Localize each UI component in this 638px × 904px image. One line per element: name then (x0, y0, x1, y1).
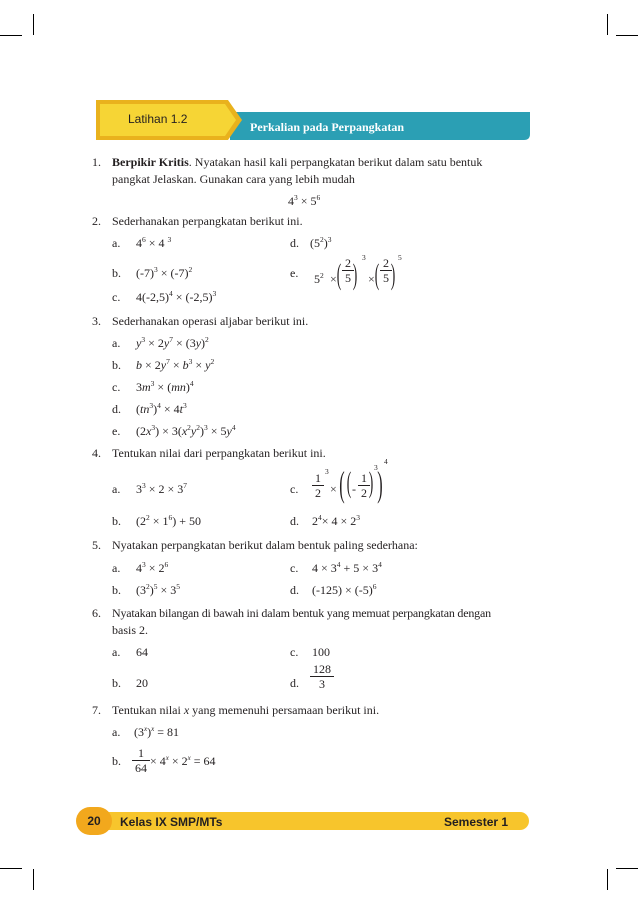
q7a-expression: $(3^x)^x = 81$ (134, 725, 179, 739)
q3e-label: e. (112, 424, 121, 438)
crop-mark (616, 868, 638, 869)
q5-text: Nyatakan perpangkatan berikut dalam bentuk paling sederhana: (112, 538, 418, 552)
exercise-tag: Latihan 1.2 (128, 112, 188, 126)
q2d-expression: $(5^2)^3$ (310, 235, 332, 250)
q3b-label: b. (112, 358, 121, 372)
q6d-label: d. (290, 676, 299, 690)
crop-mark (33, 869, 34, 890)
q7b-expression: × $4^x \times 2^x = 64$ (150, 754, 216, 768)
q4b-label: b. (112, 514, 121, 528)
q3-number: 3. (92, 314, 101, 328)
q1-line1 (112, 155, 528, 170)
q5c-expression: $4 \times 3^4 + 5 \times 3^4$ (312, 560, 382, 575)
q2e-paren-close-2: ) (390, 258, 396, 291)
q4c-outer-paren-open: ( (339, 464, 345, 504)
q3c-expression: $3m^3 \times (mn)^4$ (136, 379, 194, 394)
q2-text: Sederhanakan perpangkatan berikut ini. (112, 214, 303, 228)
q2e-times1: × (330, 272, 337, 286)
q7b-fraction: 1 64 (132, 746, 150, 775)
q6c-value: 100 (312, 645, 330, 659)
q4c-label: c. (290, 482, 299, 496)
q4-text: Tentukan nilai dari perpangkatan berikut ini. (112, 446, 326, 460)
q1-line2: pangkat Jelaskan. Gunakan cara yang lebih mudah (112, 172, 355, 186)
q6b-label: b. (112, 676, 121, 690)
page-number: 20 (87, 814, 101, 828)
q3d-label: d. (112, 402, 121, 416)
q7a-label: a. (112, 725, 121, 739)
crop-mark (0, 868, 22, 869)
q6b-value: 20 (136, 676, 148, 690)
q4c-exp3: 4 (384, 457, 388, 466)
q6a-label: a. (112, 645, 121, 659)
q4c-inner-paren-open: ( (346, 466, 352, 499)
q2b-expression: $(-7)^3 \times (-7)^2$ (136, 265, 193, 280)
q4c-outer-paren-close: ) (377, 464, 383, 504)
q1-number: 1. (92, 155, 101, 169)
q6-line1: Nyatakan bilangan di bawah ini dalam bentuk yang memuat perpangkatan dengan (112, 606, 491, 620)
q4c-inner-paren-close: ) (368, 466, 374, 499)
q3c-label: c. (112, 380, 121, 394)
q3-text: Sederhanakan operasi aljabar berikut ini. (112, 314, 309, 328)
q2a-label: a. (112, 236, 121, 250)
crop-mark (616, 35, 638, 36)
crop-mark (0, 35, 22, 36)
q4c-fraction-1: 1 2 (312, 471, 324, 500)
q5a-expression: $4^3 \times 2^6$ (136, 560, 169, 575)
q2d-label: d. (290, 236, 299, 250)
footer-book-title: Kelas IX SMP/MTs (120, 815, 223, 829)
q3b-expression: $b \times 2y^7 \times b^3 \times y^2$ (136, 357, 215, 372)
section-title: Perkalian pada Perpangkatan (250, 120, 405, 134)
q3a-label: a. (112, 336, 121, 350)
q5c-label: c. (290, 561, 299, 575)
q4c-exp1: 3 (325, 467, 329, 476)
q5-number: 5. (92, 538, 101, 552)
q5b-label: b. (112, 583, 121, 597)
q2c-expression: $4(-2,5)^4 \times (-2,5)^3$ (136, 289, 217, 304)
footer-semester: Semester 1 (444, 815, 509, 829)
q2c-label: c. (112, 290, 121, 304)
q2e-fraction-2: 2 5 (380, 256, 392, 285)
q1-lead: Berpikir Kritis (112, 155, 189, 169)
q2e-label: e. (290, 266, 299, 280)
q4-number: 4. (92, 446, 101, 460)
q2b-label: b. (112, 266, 121, 280)
q2e-paren-open: ( (336, 258, 342, 291)
q7-text: Tentukan nilai x yang memenuhi persamaan berikut ini. (112, 703, 380, 717)
q6-number: 6. (92, 606, 101, 620)
q2e-paren-close: ) (352, 258, 358, 291)
q3e-expression: $(2x^3) \times 3(x^2y^2)^3 \times 5y^4$ (136, 423, 236, 438)
q4b-expression: $(2^2 \times 1^6) + 50$ (136, 513, 202, 528)
q4a-label: a. (112, 482, 121, 496)
q6c-label: c. (290, 645, 299, 659)
q1-expression: $4^3 \times 5^6$ (288, 193, 321, 208)
crop-mark (33, 14, 34, 35)
q7b-label: b. (112, 754, 121, 768)
q4d-label: d. (290, 514, 299, 528)
q4c-minus: - (352, 482, 356, 496)
q5a-label: a. (112, 561, 121, 575)
q2e-exp1: 3 (362, 253, 366, 262)
q2e-base: $5^2$ (314, 271, 324, 286)
q2e-times2: × (368, 272, 375, 286)
q6a-value: 64 (136, 645, 148, 659)
q4d-expression: $2^4\times 4 \times 2^3$ (312, 513, 361, 528)
q2a-expression: $4^6 \times 4$ $^3$ (136, 235, 172, 250)
crop-mark (607, 869, 608, 890)
q2-number: 2. (92, 214, 101, 228)
q6d-fraction: 128 3 (310, 662, 334, 691)
q3a-expression: $y^3 \times 2y^7 \times (3y)^2$ (136, 335, 209, 350)
q4c-fraction-2: 1 2 (358, 471, 370, 500)
q3d-expression: $(tn^3)^4 \times 4t^3$ (136, 401, 187, 416)
q4c-exp2: 3 (374, 463, 378, 472)
q4c-times: × (330, 482, 337, 496)
q5d-label: d. (290, 583, 299, 597)
crop-mark (607, 14, 608, 35)
q2e-exp2: 5 (398, 253, 402, 262)
q2e-fraction-1: 2 5 (342, 256, 354, 285)
q7-number: 7. (92, 703, 101, 717)
q4a-expression: $3^3 \times 2 \times 3^7$ (136, 481, 188, 496)
q5b-expression: $(3^2)^5 \times 3^5$ (136, 582, 181, 597)
q5d-expression: $(-125) \times (-5)^6$ (312, 582, 377, 597)
q1-text: . Nyatakan hasil kali perpangkatan berikut dalam satu bentuk (188, 155, 483, 169)
q2e-paren-open-2: ( (374, 258, 380, 291)
q6-line2: basis 2. (112, 623, 148, 637)
